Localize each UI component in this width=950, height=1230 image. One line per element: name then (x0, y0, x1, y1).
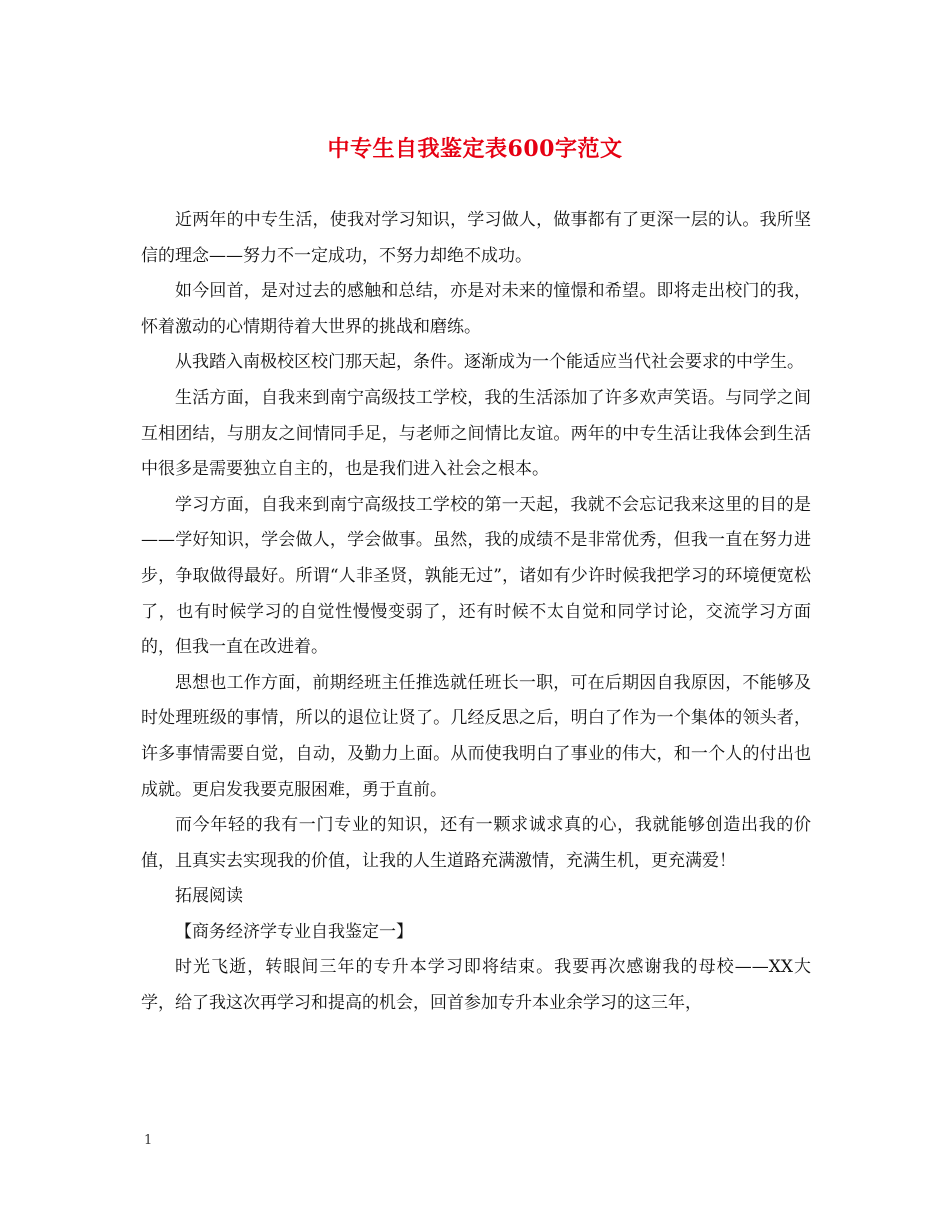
document-body (141, 203, 811, 1022)
paragraph: 而今年轻的我有一门专业的知识，还有一颗求诚求真的心，我就能够创造出我的价值，且真实去实现我的价值，让我的人生道路充满激情，充满生机，更充满爱！ (141, 815, 811, 871)
page-number: 1 (144, 1133, 153, 1148)
paragraph: 如今回首，是对过去的感触和总结，亦是对未来的憧憬和希望。即将走出校门的我，怀着激动的心情期待着大世界的挑战和磨练。 (141, 281, 811, 337)
paragraph: 近两年的中专生活，使我对学习知识，学习做人，做事都有了更深一层的认。我所坚信的理念——努力不一定成功，不努力却绝不成功。 (141, 210, 811, 266)
section-heading-bracketed: 【商务经济学专业自我鉴定一】 (175, 921, 413, 942)
paragraph: 生活方面，自我来到南宁高级技工学校，我的生活添加了许多欢声笑语。与同学之间互相团结，与朋友之间情同手足，与老师之间情比友谊。两年的中专生活让我体会到生活中很多是需要独立自主的，也是我们进入社会之根本。 (141, 387, 811, 480)
paragraph: 思想也工作方面，前期经班主任推选就任班长一职，可在后期因自我原因，不能够及时处理班级的事情，所以的退位让贤了。几经反思之后，明白了作为一个集体的领头者，许多事情需要自觉，自动，及勤力上面。从而使我明白了事业的伟大，和一个人的付出也成就。更启发我要克服困难，勇于直前。 (141, 672, 811, 800)
document-title: 中专生自我鉴定表600字范文 (327, 136, 623, 162)
paragraph: 从我踏入南极校区校门那天起，条件。逐渐成为一个能适应当代社会要求的中学生。 (175, 352, 804, 373)
paragraph: 学习方面，自我来到南宁高级技工学校的第一天起，我就不会忘记我来这里的目的是——学好知识，学会做人，学会做事。虽然，我的成绩不是非常优秀，但我一直在努力进步，争取做得最好。所谓“人非圣贤，孰能无过”，诸如有少许时候我把学习的环境便宽松了，也有时候学习的自觉性慢慢变弱了，还有时候不太自觉和同学讨论，交流学习方面的，但我一直在改进着。 (141, 494, 811, 658)
section-heading-extended-reading: 拓展阅读 (175, 886, 243, 907)
paragraph: 时光飞逝，转眼间三年的专升本学习即将结束。我要再次感谢我的母校——XX大学，给了我这次再学习和提高的机会，回首参加专升本业余学习的这三年， (141, 957, 811, 1014)
